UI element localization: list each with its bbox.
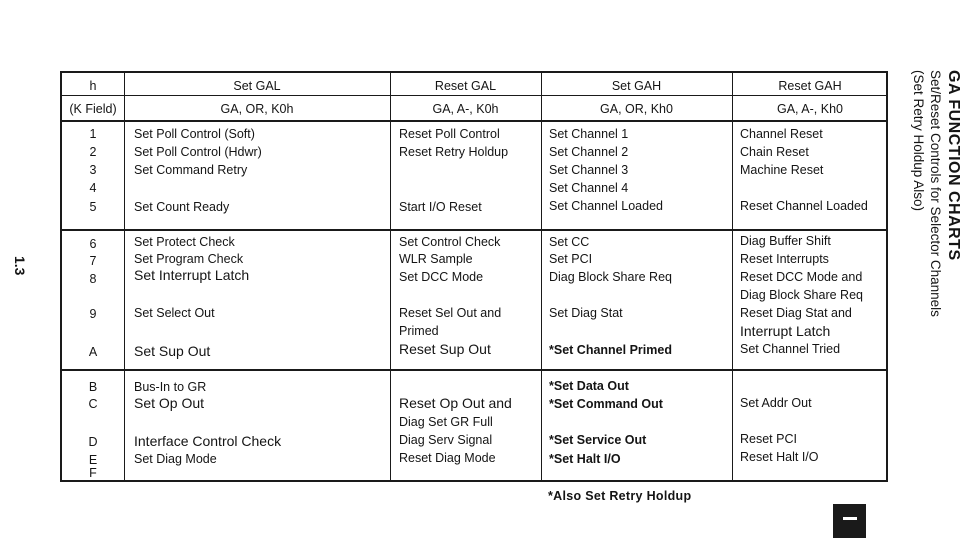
header-h: h	[89, 79, 97, 93]
side-heading	[910, 70, 962, 317]
chart-note: (Set Retry Holdup Also)	[911, 70, 926, 212]
k-value: 7	[89, 254, 97, 268]
set-gah-entry: Diag Block Share Req	[549, 270, 672, 284]
header-reset-gah-op: GA, A-, Kh0	[776, 102, 843, 116]
chart-title: GA FUNCTION CHARTS	[945, 70, 962, 261]
set-gal-entry: Set Op Out	[134, 395, 205, 411]
set-gah-entry: Set PCI	[549, 252, 593, 266]
reset-gal-entry: Reset Diag Mode	[399, 451, 496, 465]
reset-gal-entry: Start I/O Reset	[399, 200, 482, 214]
set-gah-entry: *Set Halt I/O	[549, 452, 621, 466]
set-gal-entry: Set Poll Control (Hdwr)	[134, 145, 262, 159]
header-k-field: (K Field)	[69, 102, 117, 116]
reset-gah-entry: Set Addr Out	[740, 396, 812, 410]
column-divider	[732, 73, 733, 480]
header-set-gal-op: GA, OR, K0h	[220, 102, 294, 116]
set-gah-entry: Set Channel 4	[549, 181, 629, 195]
reset-gah-entry: Machine Reset	[740, 163, 824, 177]
k-value: C	[88, 397, 98, 411]
header-reset-gah: Reset GAH	[778, 79, 842, 93]
reset-gah-entry: Diag Block Share Req	[740, 288, 863, 302]
set-gal-entry: Set Select Out	[134, 306, 215, 320]
k-value: 4	[89, 181, 97, 195]
set-gah-entry: *Set Service Out	[549, 433, 647, 447]
k-value: F	[89, 466, 97, 480]
reset-gal-entry: Reset Retry Holdup	[399, 145, 509, 159]
header-set-gah: Set GAH	[611, 79, 662, 93]
set-gah-entry: Set CC	[549, 235, 590, 249]
reset-gal-entry: Diag Serv Signal	[399, 433, 493, 447]
reset-gah-entry: Channel Reset	[740, 127, 823, 141]
reset-gal-entry: Primed	[399, 324, 439, 338]
header-reset-gal-op: GA, A-, K0h	[432, 102, 499, 116]
k-value: 1	[89, 127, 97, 141]
set-gah-entry: *Set Data Out	[549, 379, 629, 393]
set-gah-entry: Set Channel 2	[549, 145, 629, 159]
k-value: A	[88, 345, 98, 359]
reset-gah-entry: Reset DCC Mode and	[740, 270, 863, 284]
set-gah-entry: Set Channel 3	[549, 163, 629, 177]
column-divider	[541, 73, 542, 480]
set-gah-entry: Set Channel Loaded	[549, 199, 663, 213]
header-reset-gal: Reset GAL	[434, 79, 497, 93]
reset-gal-entry: WLR Sample	[399, 252, 473, 266]
k-value: B	[88, 380, 98, 394]
k-value: 2	[89, 145, 97, 159]
section-tab	[833, 504, 866, 538]
k-value: 5	[89, 200, 97, 214]
set-gal-entry: Interface Control Check	[134, 433, 282, 449]
reset-gal-entry: Diag Set GR Full	[399, 415, 493, 429]
reset-gal-entry: Reset Poll Control	[399, 127, 500, 141]
set-gah-entry: Set Diag Stat	[549, 306, 623, 320]
reset-gah-entry: Reset PCI	[740, 432, 797, 446]
reset-gal-entry: Set DCC Mode	[399, 270, 484, 284]
page-number: 1.3	[12, 256, 28, 276]
reset-gah-entry: Reset Diag Stat and	[740, 306, 852, 320]
group-divider	[62, 229, 886, 231]
reset-gah-entry: Chain Reset	[740, 145, 809, 159]
set-gal-entry: Set Program Check	[134, 252, 244, 266]
k-value: 6	[89, 237, 97, 251]
set-gal-entry: Set Sup Out	[134, 343, 211, 359]
header-set-gal: Set GAL	[233, 79, 281, 93]
header-bottom-rule	[62, 120, 886, 122]
reset-gal-entry: Reset Sup Out	[399, 341, 491, 357]
column-divider	[390, 73, 391, 480]
set-gal-entry: Bus-In to GR	[134, 380, 207, 394]
reset-gal-entry: Reset Op Out and	[399, 395, 512, 411]
set-gah-entry: *Set Channel Primed	[549, 343, 672, 357]
chart-subtitle: Set/Reset Controls for Selector Channels	[928, 70, 943, 317]
section-tab-mark	[843, 517, 857, 520]
reset-gah-entry: Diag Buffer Shift	[740, 234, 831, 248]
column-divider	[124, 73, 125, 480]
set-gal-entry: Set Interrupt Latch	[134, 267, 250, 283]
k-value: 3	[89, 163, 97, 177]
k-value: 9	[89, 307, 97, 321]
set-gal-entry: Set Count Ready	[134, 200, 230, 214]
reset-gah-entry: Interrupt Latch	[740, 323, 831, 339]
reset-gah-entry: Set Channel Tried	[740, 342, 841, 356]
set-gah-entry: Set Channel 1	[549, 127, 629, 141]
set-gal-entry: Set Poll Control (Soft)	[134, 127, 255, 141]
header-set-gah-op: GA, OR, Kh0	[600, 102, 673, 116]
reset-gal-entry: Set Control Check	[399, 235, 501, 249]
set-gal-entry: Set Protect Check	[134, 235, 235, 249]
function-chart-table	[60, 71, 888, 482]
set-gah-entry: *Set Command Out	[549, 397, 663, 411]
reset-gah-entry: Reset Halt I/O	[740, 450, 819, 464]
set-gal-entry: Set Diag Mode	[134, 452, 217, 466]
header-divider	[62, 95, 886, 96]
set-gal-entry: Set Command Retry	[134, 163, 248, 177]
k-value: E	[88, 453, 98, 467]
k-value: 8	[89, 272, 97, 286]
footnote: *Also Set Retry Holdup	[548, 489, 692, 503]
reset-gah-entry: Reset Interrupts	[740, 252, 829, 266]
group-divider	[62, 369, 886, 371]
reset-gal-entry: Reset Sel Out and	[399, 306, 502, 320]
k-value: D	[88, 435, 98, 449]
reset-gah-entry: Reset Channel Loaded	[740, 199, 868, 213]
